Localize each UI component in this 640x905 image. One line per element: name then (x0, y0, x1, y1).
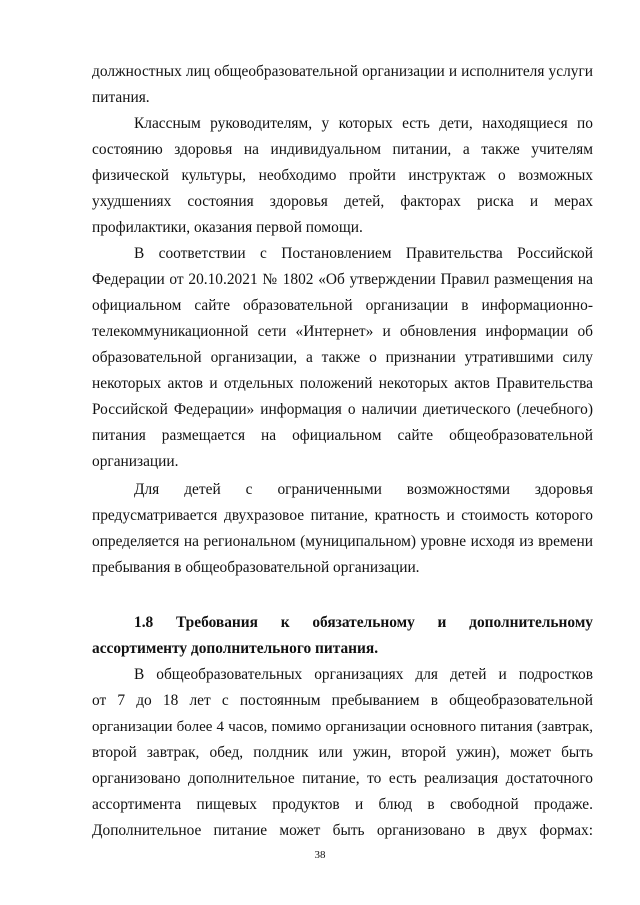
text-line: предусматривается двухразовое питание, кратность и стоимость которого (92, 507, 593, 524)
text-line: Российской Федерации» информация о наличии диетического (лечебного) (92, 401, 593, 418)
text-line: питания размещается на официальном сайте общеобразовательной (92, 427, 593, 444)
text-line: определяется на региональном (муниципальном) уровне исходя из времени (92, 533, 593, 550)
section-heading: 1.8 Требования к обязательному и дополнительному (134, 614, 593, 631)
text-line: второй завтрак, обед, полдник или ужин, второй ужин), может быть (92, 744, 593, 761)
text-line: официальном сайте образовательной организации в информационно- (92, 297, 593, 314)
text-line: профилактики, оказания первой помощи. (92, 219, 363, 236)
text-line: от 7 до 18 лет с постоянным пребыванием в общеобразовательной (92, 692, 593, 709)
text-line: Федерации от 20.10.2021 № 1802 «Об утверждении Правил размещения на (92, 271, 593, 288)
text-line: ухудшениях состояния здоровья детей, факторах риска и мерах (92, 193, 593, 210)
text-line: ассортимента пищевых продуктов и блюд в свободной продаже. (92, 796, 593, 813)
text-line: организовано дополнительное питание, то есть реализация достаточного (92, 770, 593, 787)
text-line: телекоммуникационной сети «Интернет» и обновления информации об (92, 323, 593, 340)
text-line: некоторых актов и отдельных положений некоторых актов Правительства (92, 375, 593, 392)
text-line: состоянию здоровья на индивидуальном питании, а также учителям (92, 141, 593, 158)
text-line: Дополнительное питание может быть организовано в двух формах: (92, 822, 593, 839)
text-line: физической культуры, необходимо пройти инструктаж о возможных (92, 167, 593, 184)
text-line: В соответствии с Постановлением Правительства Российской (134, 245, 593, 262)
text-line: образовательной организации, а также о признании утратившими силу (92, 349, 593, 366)
text-line: Для детей с ограниченными возможностями здоровья (134, 481, 593, 498)
text-line: В общеобразовательных организациях для детей и подростков (134, 666, 593, 683)
text-line: Классным руководителям, у которых есть дети, находящиеся по (134, 115, 593, 132)
text-line: питания. (92, 89, 150, 106)
text-line: организации более 4 часов, помимо организации основного питания (завтрак, (92, 719, 593, 735)
page-number: 38 (314, 849, 326, 861)
text-line: должностных лиц общеобразовательной организации и исполнителя услуги (92, 63, 593, 80)
text-line: организации. (92, 453, 179, 470)
text-line: пребывания в общеобразовательной организации. (92, 559, 420, 576)
section-heading: ассортименту дополнительного питания. (92, 640, 379, 657)
